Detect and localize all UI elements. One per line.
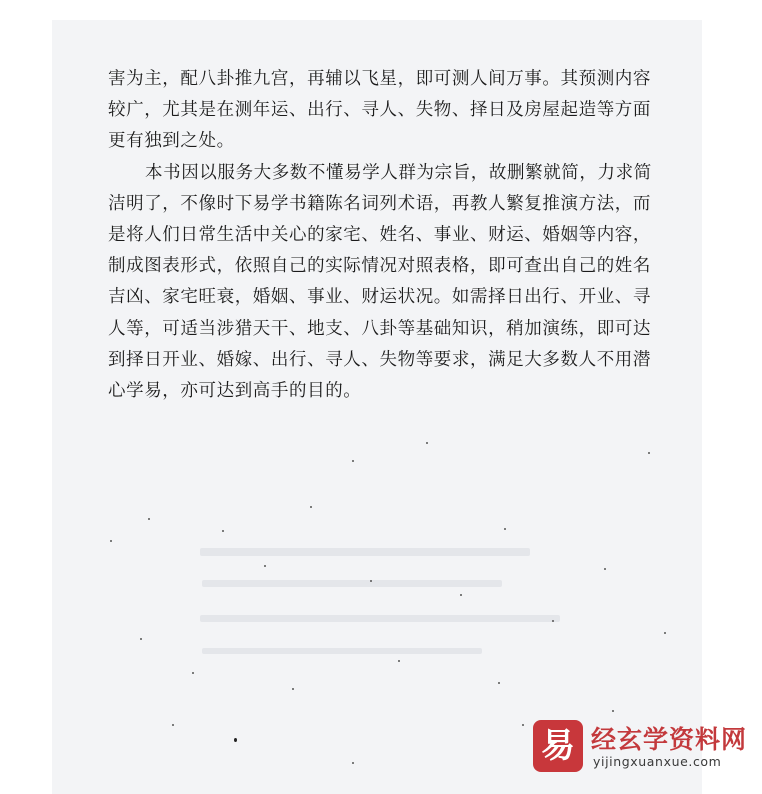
show-through-mark <box>200 548 530 556</box>
scan-speck <box>664 632 666 634</box>
paragraph-start-line: 本书因以服务大多数不懂易学人群为宗旨，故删繁就简，力求简 <box>145 162 652 183</box>
show-through-mark <box>202 580 502 587</box>
text-line: 洁明了，不像时下易学书籍陈名词列术语，再教人繁复推演方法，而 <box>108 193 651 214</box>
scan-speck <box>612 710 614 712</box>
scan-speck <box>552 620 554 622</box>
scan-speck <box>140 638 142 640</box>
scan-speck <box>222 530 224 532</box>
text-line: 是将人们日常生活中关心的家宅、姓名、事业、财运、婚姻等内容， <box>108 224 651 245</box>
text-line: 更有独到之处。 <box>108 131 235 152</box>
scan-speck <box>310 506 312 508</box>
scan-speck <box>398 660 400 662</box>
text-line: 制成图表形式，依照自己的实际情况对照表格，即可查出自己的姓名 <box>108 256 651 277</box>
text-line: 吉凶、家宅旺衰，婚姻、事业、财运状况。如需择日出行、开业、寻 <box>108 287 651 308</box>
scan-speck <box>352 762 354 764</box>
site-url: yijingxuanxue.com <box>593 754 722 769</box>
scan-speck <box>522 724 524 726</box>
scan-speck <box>648 452 650 454</box>
scan-speck <box>426 442 428 444</box>
site-watermark <box>533 718 758 778</box>
text-line: 心学易，亦可达到高手的目的。 <box>108 380 362 401</box>
scan-speck <box>460 594 462 596</box>
scan-speck <box>148 518 150 520</box>
text-line: 人等，可适当涉猎天干、地支、八卦等基础知识，稍加演练，即可达 <box>108 318 651 339</box>
logo-glyph: 易 <box>541 726 575 766</box>
show-through-mark <box>200 615 560 622</box>
scanned-page <box>52 20 702 794</box>
scan-speck <box>264 565 266 567</box>
body-text <box>108 64 668 407</box>
site-title: 经玄学资料网 <box>591 725 748 754</box>
show-through-mark <box>202 648 482 654</box>
scan-speck <box>604 568 606 570</box>
scan-speck <box>504 528 506 530</box>
text-line: 到择日开业、婚嫁、出行、寻人、失物等要求，满足大多数人不用潜 <box>108 349 651 370</box>
scan-speck <box>234 738 237 742</box>
scan-speck <box>110 540 112 542</box>
site-logo-icon <box>533 720 583 772</box>
text-line: 较广，尤其是在测年运、出行、寻人、失物、择日及房屋起造等方面 <box>108 100 651 121</box>
scan-speck <box>292 688 294 690</box>
scan-speck <box>498 682 500 684</box>
text-line: 害为主，配八卦推九宫，再辅以飞星，即可测人间万事。其预测内容 <box>108 69 651 89</box>
scan-speck <box>370 580 372 582</box>
scan-speck <box>352 460 354 462</box>
scan-speck <box>192 672 194 674</box>
scan-speck <box>172 724 174 726</box>
